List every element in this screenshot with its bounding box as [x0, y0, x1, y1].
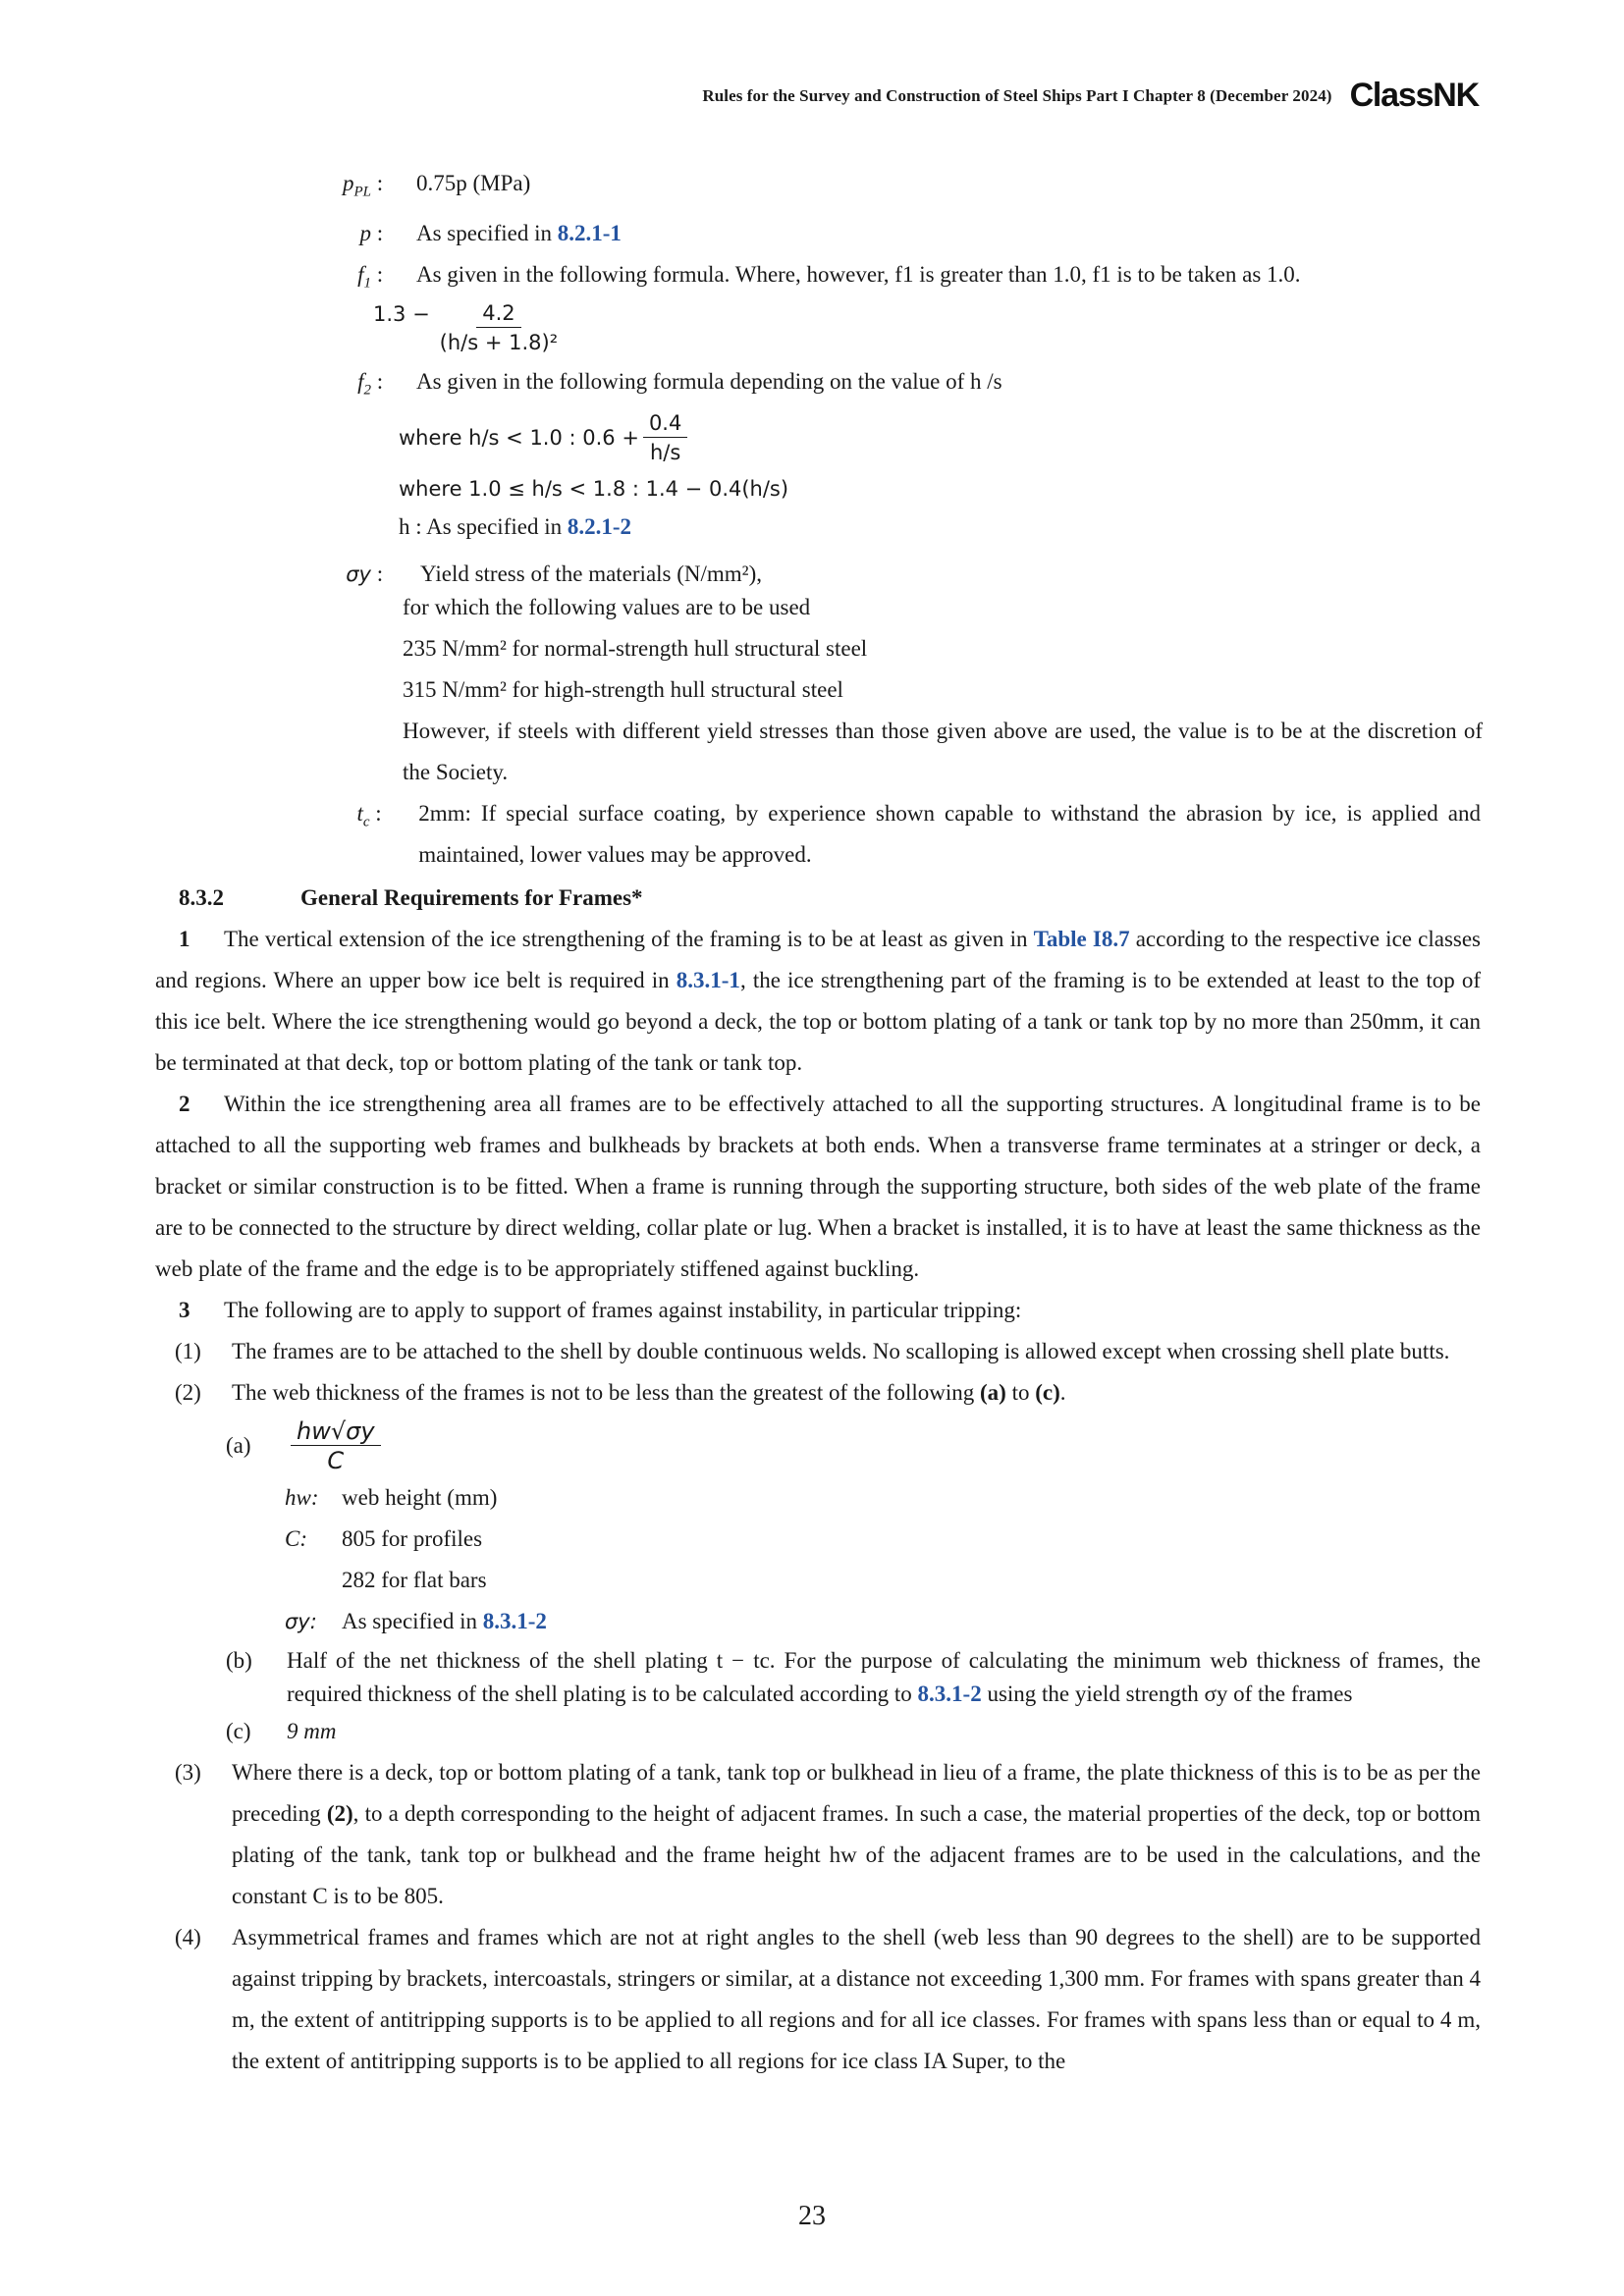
def-symbol: σy [346, 561, 371, 586]
section-heading [155, 878, 1481, 919]
f1-formula: 1.3 − $\frac{4.2}{\text{(h/s + 1.8)²}}$ [373, 301, 559, 355]
section-title: General Requirements for Frames* [300, 884, 643, 910]
def-symbol: $f_2$ [357, 369, 371, 399]
page-header [702, 77, 1479, 115]
def-text: As specified in 8.2.1-1 [416, 220, 622, 245]
def-h: h : As specified in 8.2.1-2 [399, 513, 632, 539]
section-number: 8.3.2 [179, 884, 224, 910]
link-8-2-1-2[interactable]: 8.2.1-2 [567, 513, 632, 539]
list-item-2: (2) The web thickness of the frames is not to be less than the greatest of the following (a) to (c). [175, 1379, 1066, 1405]
def-tc: $t_c$ : 2mm: If special surface coating, by experience shown capable to withstand the abrasion by ice, is applied and maintained, lower values may be approved. [155, 793, 1481, 876]
def-symbol: $f_1$ [357, 261, 371, 292]
definition-list [155, 163, 1481, 876]
list-item-4: (4) Asymmetrical frames and frames which are not at right angles to the shell (web less than 90 degrees to the shell) are to be supported against tripping by brackets, intercoastals, stringers or similar, at a distance not exceeding 1,300 mm. For frames with spans greater than 4 m, the extent of antitripping supports is to be applied to all regions and for all ice classes. For frames with spans less than or equal to 4 m, the extent of antitripping supports is to be applied to all regions for ice class IA Super, to the [175, 1924, 1481, 2073]
def-symbol: p [359, 220, 371, 245]
def-f2: $f_2$ : As given in the following formula depending on the value of h /s [155, 361, 1481, 411]
list-item-1: (1) The frames are to be attached to the shell by double continuous welds. No scalloping is allowed except when crossing shell plate butts. [175, 1338, 1450, 1363]
def-p: p : As specified in 8.2.1-1 [155, 213, 1481, 254]
def-text: 2mm: If special surface coating, by experience shown capable to withstand the abrasion by ice, is applied and maintained, lower values may be approved. [418, 800, 1481, 867]
def-text: As given in the following formula depending on the value of h /s [416, 369, 1002, 395]
paragraph-3: 3 The following are to apply to support of frames against instability, in particular tripping: [179, 1297, 1022, 1322]
def-ppl: $p_{PL}$ : 0.75p (MPa) [155, 163, 1481, 213]
def-text: 0.75p (MPa) [416, 171, 531, 195]
def-symbol: $p_{PL}$ [342, 171, 371, 200]
f2-case-1: where h/s < 1.0 : 0.6 + $\frac{0.4}{h/s}$ [399, 409, 1481, 467]
link-table-i8-7[interactable]: Table I8.7 [1033, 926, 1130, 951]
link-8-3-1-1[interactable]: 8.3.1-1 [676, 967, 740, 992]
paragraph-1: 1 The vertical extension of the ice strengthening of the framing is to be at least as given in Table I8.7 according to the respective ice classes and regions. Where an upper bow ice belt is required in 8.3.1-1, the ice strengthening part of the framing is to be extended at least to the top of this ice belt. Where the ice strengthening would go beyond a deck, the top or bottom plating of a tank or tank top by no more than 250mm, it can be terminated at that deck, top or bottom plating of the tank or tank top. [155, 926, 1481, 1075]
def-sigma: σy : Yield stress of the materials (N/mm²), [155, 554, 1481, 595]
sub-item-b: (b) Half of the net thickness of the shell plating t − tc. For the purpose of calculating the minimum web thickness of frames, the required thickness of the shell plating is to be calculated according to 8.3.1-2 using the yield strength σy of the frames [226, 1647, 1481, 1706]
sub-item-c: (c) 9 mm [226, 1718, 337, 1743]
formula-variables: hw: web height (mm) C: 805 for profiles 282 for flat bars σy: As specified in 8.3.1-2 [285, 1484, 547, 1633]
page-number: 23 [798, 2201, 826, 2231]
link-8-3-1-2[interactable]: 8.3.1-2 [482, 1608, 547, 1633]
sigma-details: for which the following values are to be used 235 N/mm² for normal-strength hull structural steel 315 N/mm² for high-strength hull structural steel However, if steels with different yield stresses than those given above are used, the value is to be at the discretion of the Society. [403, 594, 1483, 784]
def-text: As given in the following formula. Where, however, f1 is greater than 1.0, f1 is to be taken as 1.0. [416, 261, 1301, 287]
f2-case-2: where 1.0 ≤ h/s < 1.8 : 1.4 − 0.4(h/s) [399, 476, 789, 501]
classnk-logo: ClassNK [1349, 77, 1479, 114]
def-f1: $f_1$ : As given in the following formula. Where, however, f1 is greater than 1.0, f1 is to be taken as 1.0. [155, 254, 1481, 304]
page-content [155, 163, 1481, 2082]
header-title: Rules for the Survey and Construction of Steel Ships Part I Chapter 8 (December 2024) [702, 85, 1332, 105]
list-item-3: (3) Where there is a deck, top or bottom plating of a tank, tank top or bulkhead in lieu of a frame, the plate thickness of this is to be as per the preceding (2), to a depth corresponding to the height of adjacent frames. In such a case, the material properties of the deck, top or bottom plating of the tank, tank top or bulkhead and the frame height hw of the adjacent frames are to be used in the calculations, and the constant C is to be 805. [175, 1759, 1481, 1908]
def-symbol: $t_c$ [356, 800, 370, 830]
link-8-2-1-1[interactable]: 8.2.1-1 [557, 220, 622, 245]
link-8-3-1-2-b[interactable]: 8.3.1-2 [917, 1681, 982, 1706]
sub-item-a: (a) $\frac{hw√\sigma y}{C}$ [226, 1417, 1481, 1475]
def-text: Yield stress of the materials (N/mm²), [420, 561, 762, 586]
paragraph-2: 2 Within the ice strengthening area all frames are to be effectively attached to all the supporting structures. A longitudinal frame is to be attached to all the supporting web frames and bulkheads by brackets at both ends. When a transverse frame terminates at a stringer or deck, a bracket or similar construction is to be fitted. When a frame is running through the supporting structure, both sides of the web plate of the frame are to be connected to the structure by direct welding, collar plate or lug. When a bracket is installed, it is to have at least the same thickness as the web plate of the frame and the edge is to be appropriately stiffened against buckling. [155, 1091, 1481, 1281]
